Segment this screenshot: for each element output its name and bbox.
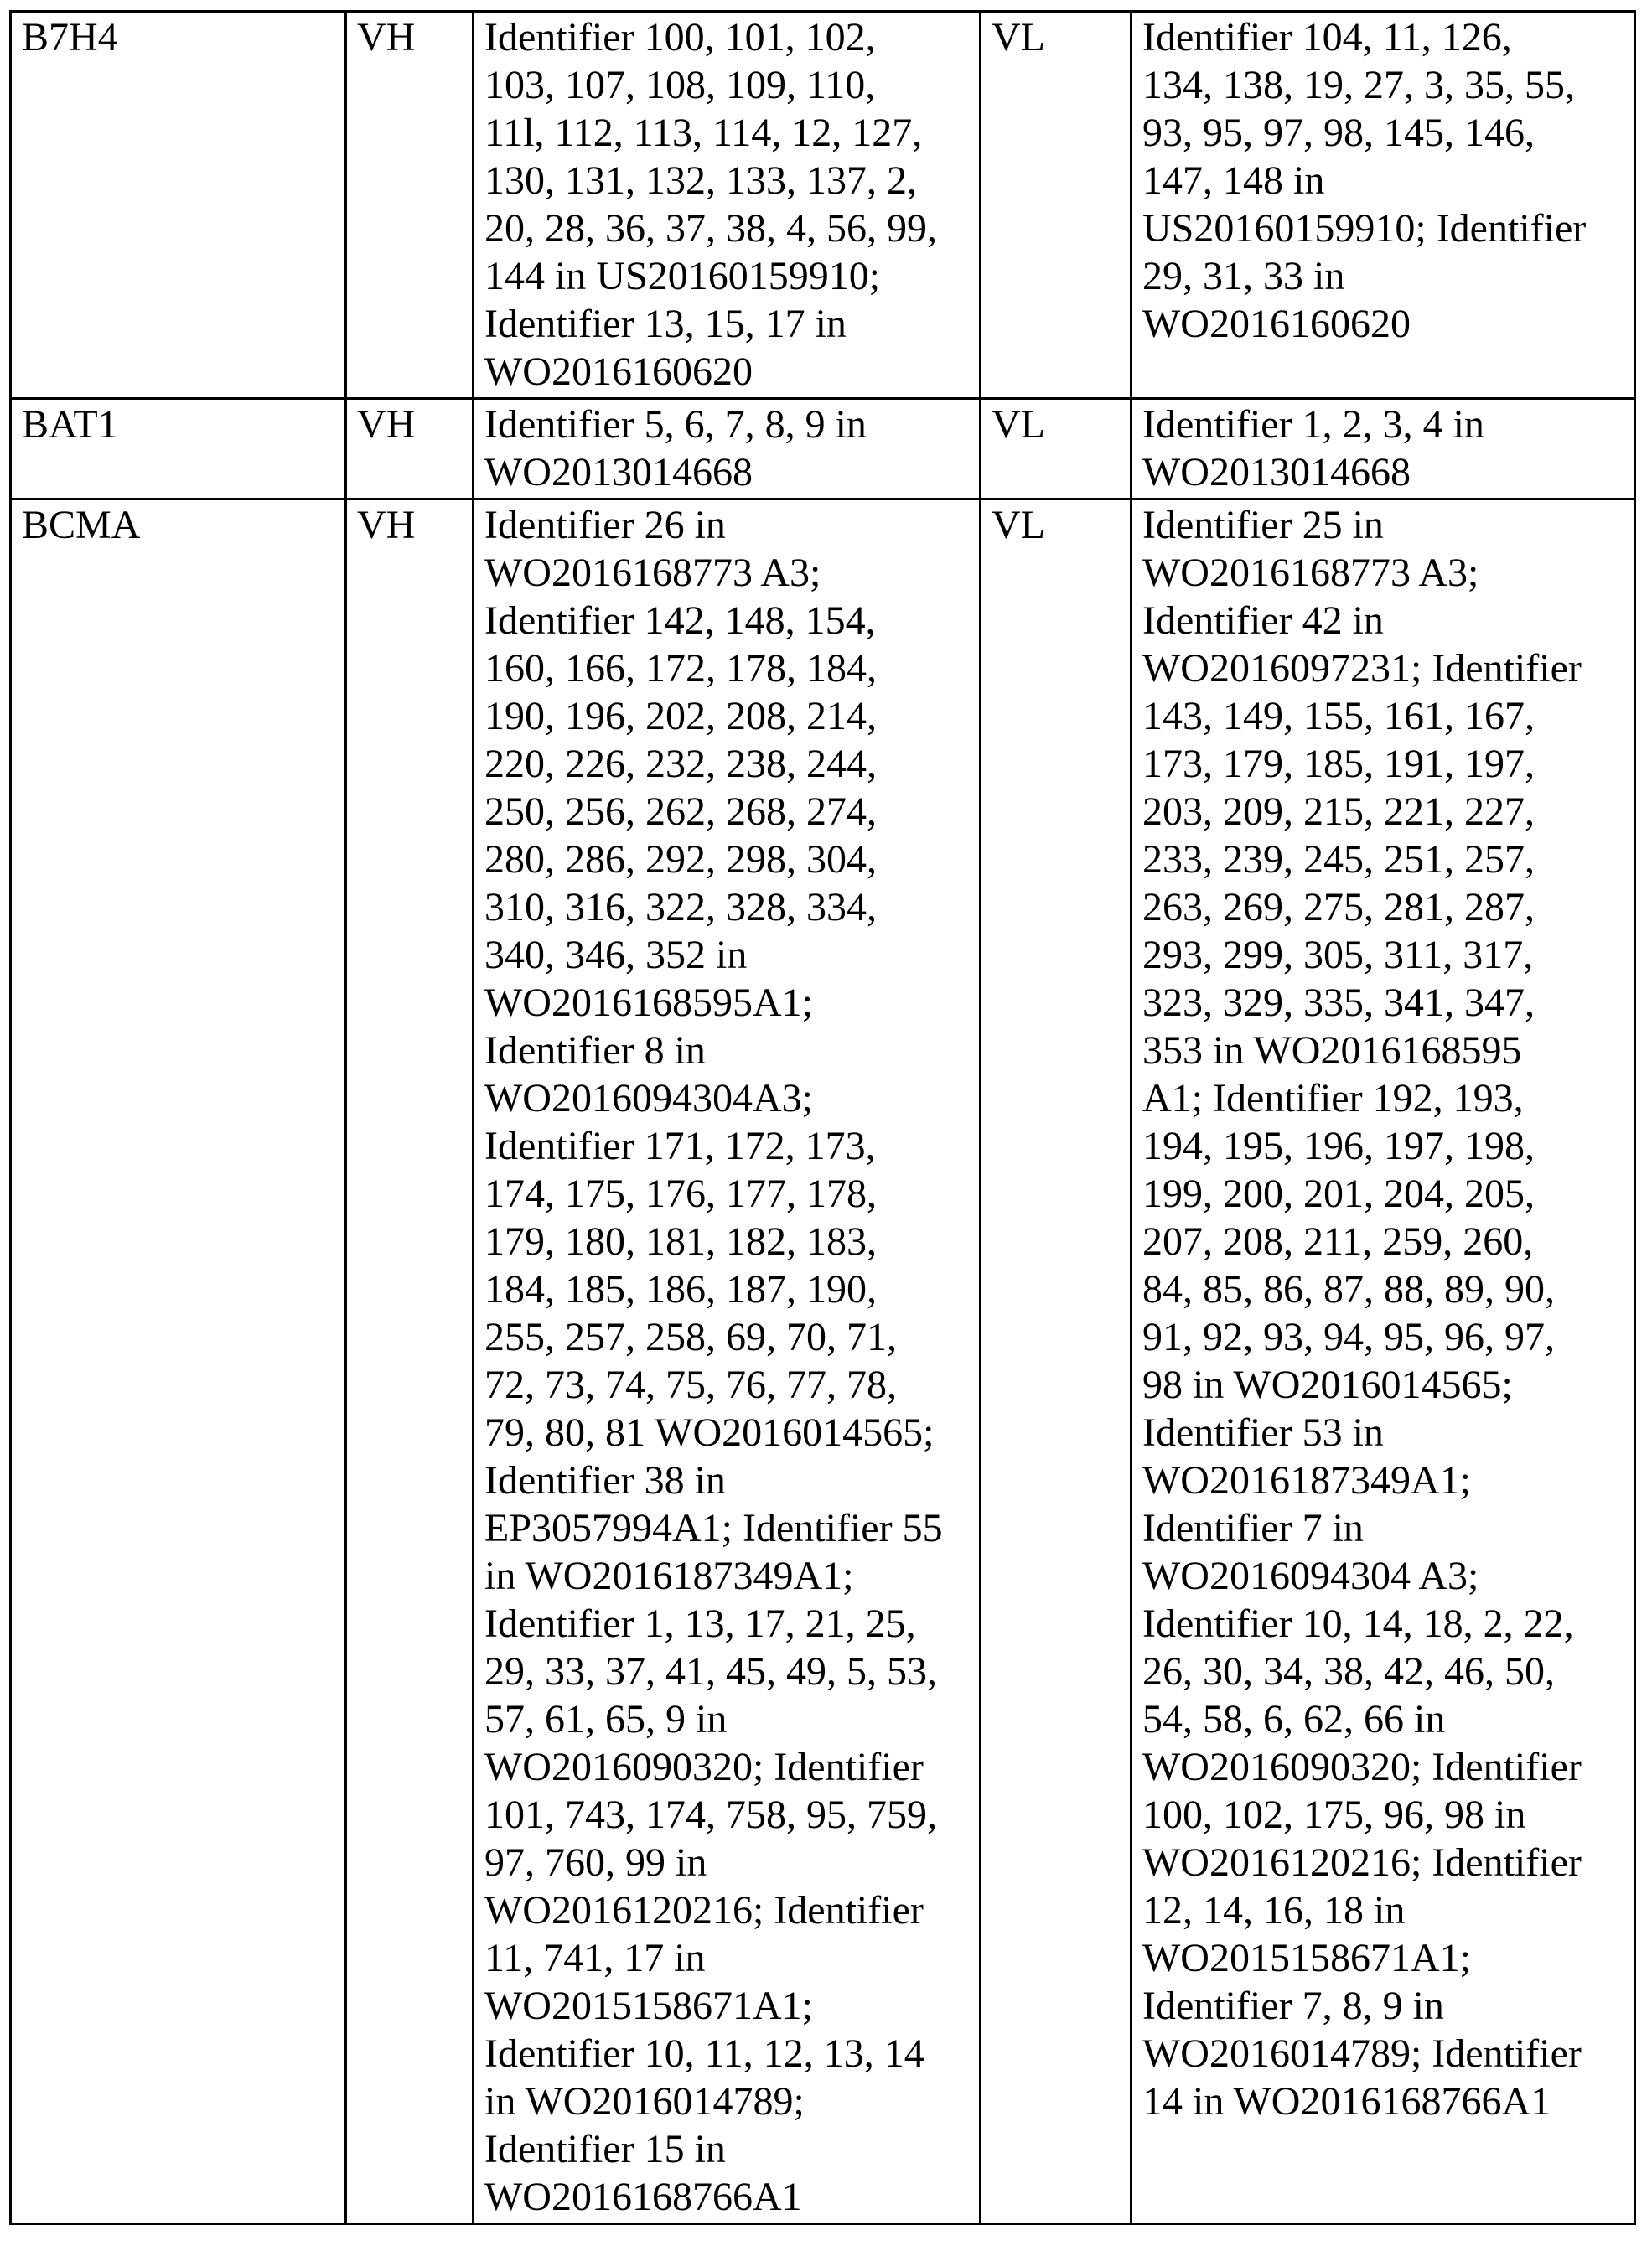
- target-name-cell: BAT1: [11, 399, 346, 499]
- vl-label-cell: VL: [981, 12, 1132, 399]
- table-row: [11, 12, 1635, 399]
- vl-identifiers-cell: Identifier 1, 2, 3, 4 in WO2013014668: [1132, 399, 1635, 499]
- vh-identifiers-cell: Identifier 100, 101, 102, 103, 107, 108, 109, 110, 11l, 112, 113, 114, 12, 127, 130, 131, 132, 133, 137, 2, 20, 28, 36, 37, 38, 4, 56, 99, 144 in US20160159910; Identifier 13, 15, 17 in WO2016160620: [474, 12, 981, 399]
- vh-identifiers-cell: Identifier 26 in WO2016168773 A3; Identifier 142, 148, 154, 160, 166, 172, 178, 184, 190, 196, 202, 208, 214, 220, 226, 232, 238, 244, 250, 256, 262, 268, 274, 280, 286, 292, 298, 304, 310, 316, 322, 328, 334, 340, 346, 352 in WO2016168595A1; Identifier 8 in WO2016094304A3; Identifier 171, 172, 173, 174, 175, 176, 177, 178, 179, 180, 181, 182, 183, 184, 185, 186, 187, 190, 255, 257, 258, 69, 70, 71, 72, 73, 74, 75, 76, 77, 78, 79, 80, 81 WO2016014565; Identifier 38 in EP3057994A1; Identifier 55 in WO2016187349A1; Identifier 1, 13, 17, 21, 25, 29, 33, 37, 41, 45, 49, 5, 53, 57, 61, 65, 9 in WO2016090320; Identifier 101, 743, 174, 758, 95, 759, 97, 760, 99 in WO2016120216; Identifier 11, 741, 17 in WO2015158671A1; Identifier 10, 11, 12, 13, 14 in WO2016014789; Identifier 15 in WO2016168766A1: [474, 499, 981, 2224]
- vh-label-cell: VH: [346, 499, 474, 2224]
- target-name-cell: B7H4: [11, 12, 346, 399]
- vl-identifiers-cell: Identifier 104, 11, 126, 134, 138, 19, 27, 3, 35, 55, 93, 95, 97, 98, 145, 146, 147, 148 in US20160159910; Identifier 29, 31, 33 in WO2016160620: [1132, 12, 1635, 399]
- vh-identifiers-cell: Identifier 5, 6, 7, 8, 9 in WO2013014668: [474, 399, 981, 499]
- vl-label-cell: VL: [981, 399, 1132, 499]
- table-row: [11, 499, 1635, 2224]
- vl-identifiers-cell: Identifier 25 in WO2016168773 A3; Identifier 42 in WO2016097231; Identifier 143, 149, 155, 161, 167, 173, 179, 185, 191, 197, 203, 209, 215, 221, 227, 233, 239, 245, 251, 257, 263, 269, 275, 281, 287, 293, 299, 305, 311, 317, 323, 329, 335, 341, 347, 353 in WO2016168595 A1; Identifier 192, 193, 194, 195, 196, 197, 198, 199, 200, 201, 204, 205, 207, 208, 211, 259, 260, 84, 85, 86, 87, 88, 89, 90, 91, 92, 93, 94, 95, 96, 97, 98 in WO2016014565; Identifier 53 in WO2016187349A1; Identifier 7 in WO2016094304 A3; Identifier 10, 14, 18, 2, 22, 26, 30, 34, 38, 42, 46, 50, 54, 58, 6, 62, 66 in WO2016090320; Identifier 100, 102, 175, 96, 98 in WO2016120216; Identifier 12, 14, 16, 18 in WO2015158671A1; Identifier 7, 8, 9 in WO2016014789; Identifier 14 in WO2016168766A1: [1132, 499, 1635, 2224]
- vl-label-cell: VL: [981, 499, 1132, 2224]
- table-row: [11, 399, 1635, 499]
- target-name-cell: BCMA: [11, 499, 346, 2224]
- vh-label-cell: VH: [346, 12, 474, 399]
- antibody-sequence-table: [9, 10, 1636, 2225]
- vh-label-cell: VH: [346, 399, 474, 499]
